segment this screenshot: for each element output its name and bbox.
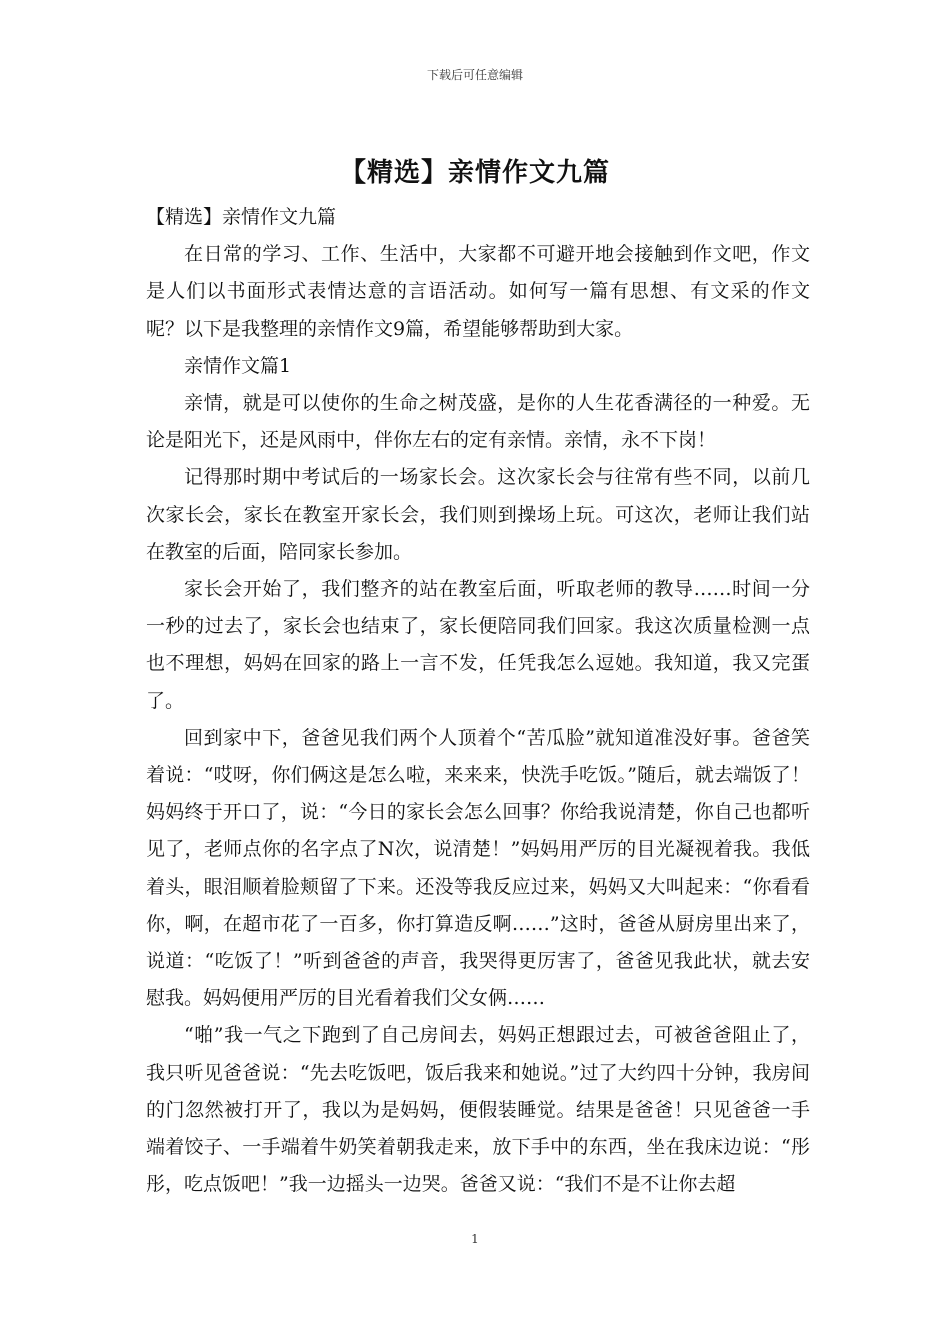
paragraph: 回到家中下，爸爸见我们两个人顶着个“苦瓜脸”就知道准没好事。爸爸笑着说：“哎呀，你们俩这是怎么啦，来来来，快洗手吃饭。”随后，就去端饭了！妈妈终于开口了，说：“今日的家长会怎么回事？你给我说清楚，你自己也都听见了，老师点你的名字点了N次，说清楚！”妈妈用严厉的目光凝视着我。我低着头，眼泪顺着脸颊留了下来。还没等我反应过来，妈妈又大叫起来：“你看看你，啊，在超市花了一百多，你打算造反啊……”这时，爸爸从厨房里出来了，说道：“吃饭了！”听到爸爸的声音，我哭得更厉害了，爸爸见我此状，就去安慰我。妈妈便用严厉的目光看着我们父女俩……: [146, 726, 810, 1010]
page-header: 下载后可任意编辑: [426, 68, 523, 82]
paragraph: 亲情，就是可以使你的生命之树茂盛，是你的人生花香满径的一种爱。无论是阳光下，还是风雨中，伴你左右的定有亲情。亲情，永不下岗！: [146, 392, 810, 452]
section-heading: 亲情作文篇1: [184, 354, 292, 377]
paragraph: 家长会开始了，我们整齐的站在教室后面，听取老师的教导……时间一分一秒的过去了，家长会也结束了，家长便陪同我们回家。我这次质量检测一点也不理想，妈妈在回家的路上一言不发，任凭我怎么逗她。我知道，我又完蛋了。: [146, 578, 810, 712]
paragraph: 记得那时期中考试后的一场家长会。这次家长会与往常有些不同，以前几次家长会，家长在教室开家长会，我们则到操场上玩。可这次，老师让我们站在教室的后面，陪同家长参加。: [146, 466, 810, 563]
paragraph-intro: 在日常的学习、工作、生活中，大家都不可避开地会接触到作文吧，作文是人们以书面形式表情达意的言语活动。如何写一篇有思想、有文采的作文呢？以下是我整理的亲情作文9篇，希望能够帮助到大家。: [146, 243, 810, 340]
paragraph-subtitle: 【精选】亲情作文九篇: [146, 206, 337, 228]
paragraph: “啪”我一气之下跑到了自己房间去，妈妈正想跟过去，可被爸爸阻止了，我只听见爸爸说：“先去吃饭吧，饭后我来和她说。”过了大约四十分钟，我房间的门忽然被打开了，我以为是妈妈，便假装睡觉。结果是爸爸！只见爸爸一手端着饺子、一手端着牛奶笑着朝我走来，放下手中的东西，坐在我床边说：“彤彤，吃点饭吧！”我一边摇头一边哭。爸爸又说：“我们不是不让你去超: [146, 1024, 810, 1196]
document-body: [146, 199, 810, 1203]
document-title: 【精选】亲情作文九篇: [339, 158, 610, 188]
page-number: 1: [471, 1232, 479, 1246]
